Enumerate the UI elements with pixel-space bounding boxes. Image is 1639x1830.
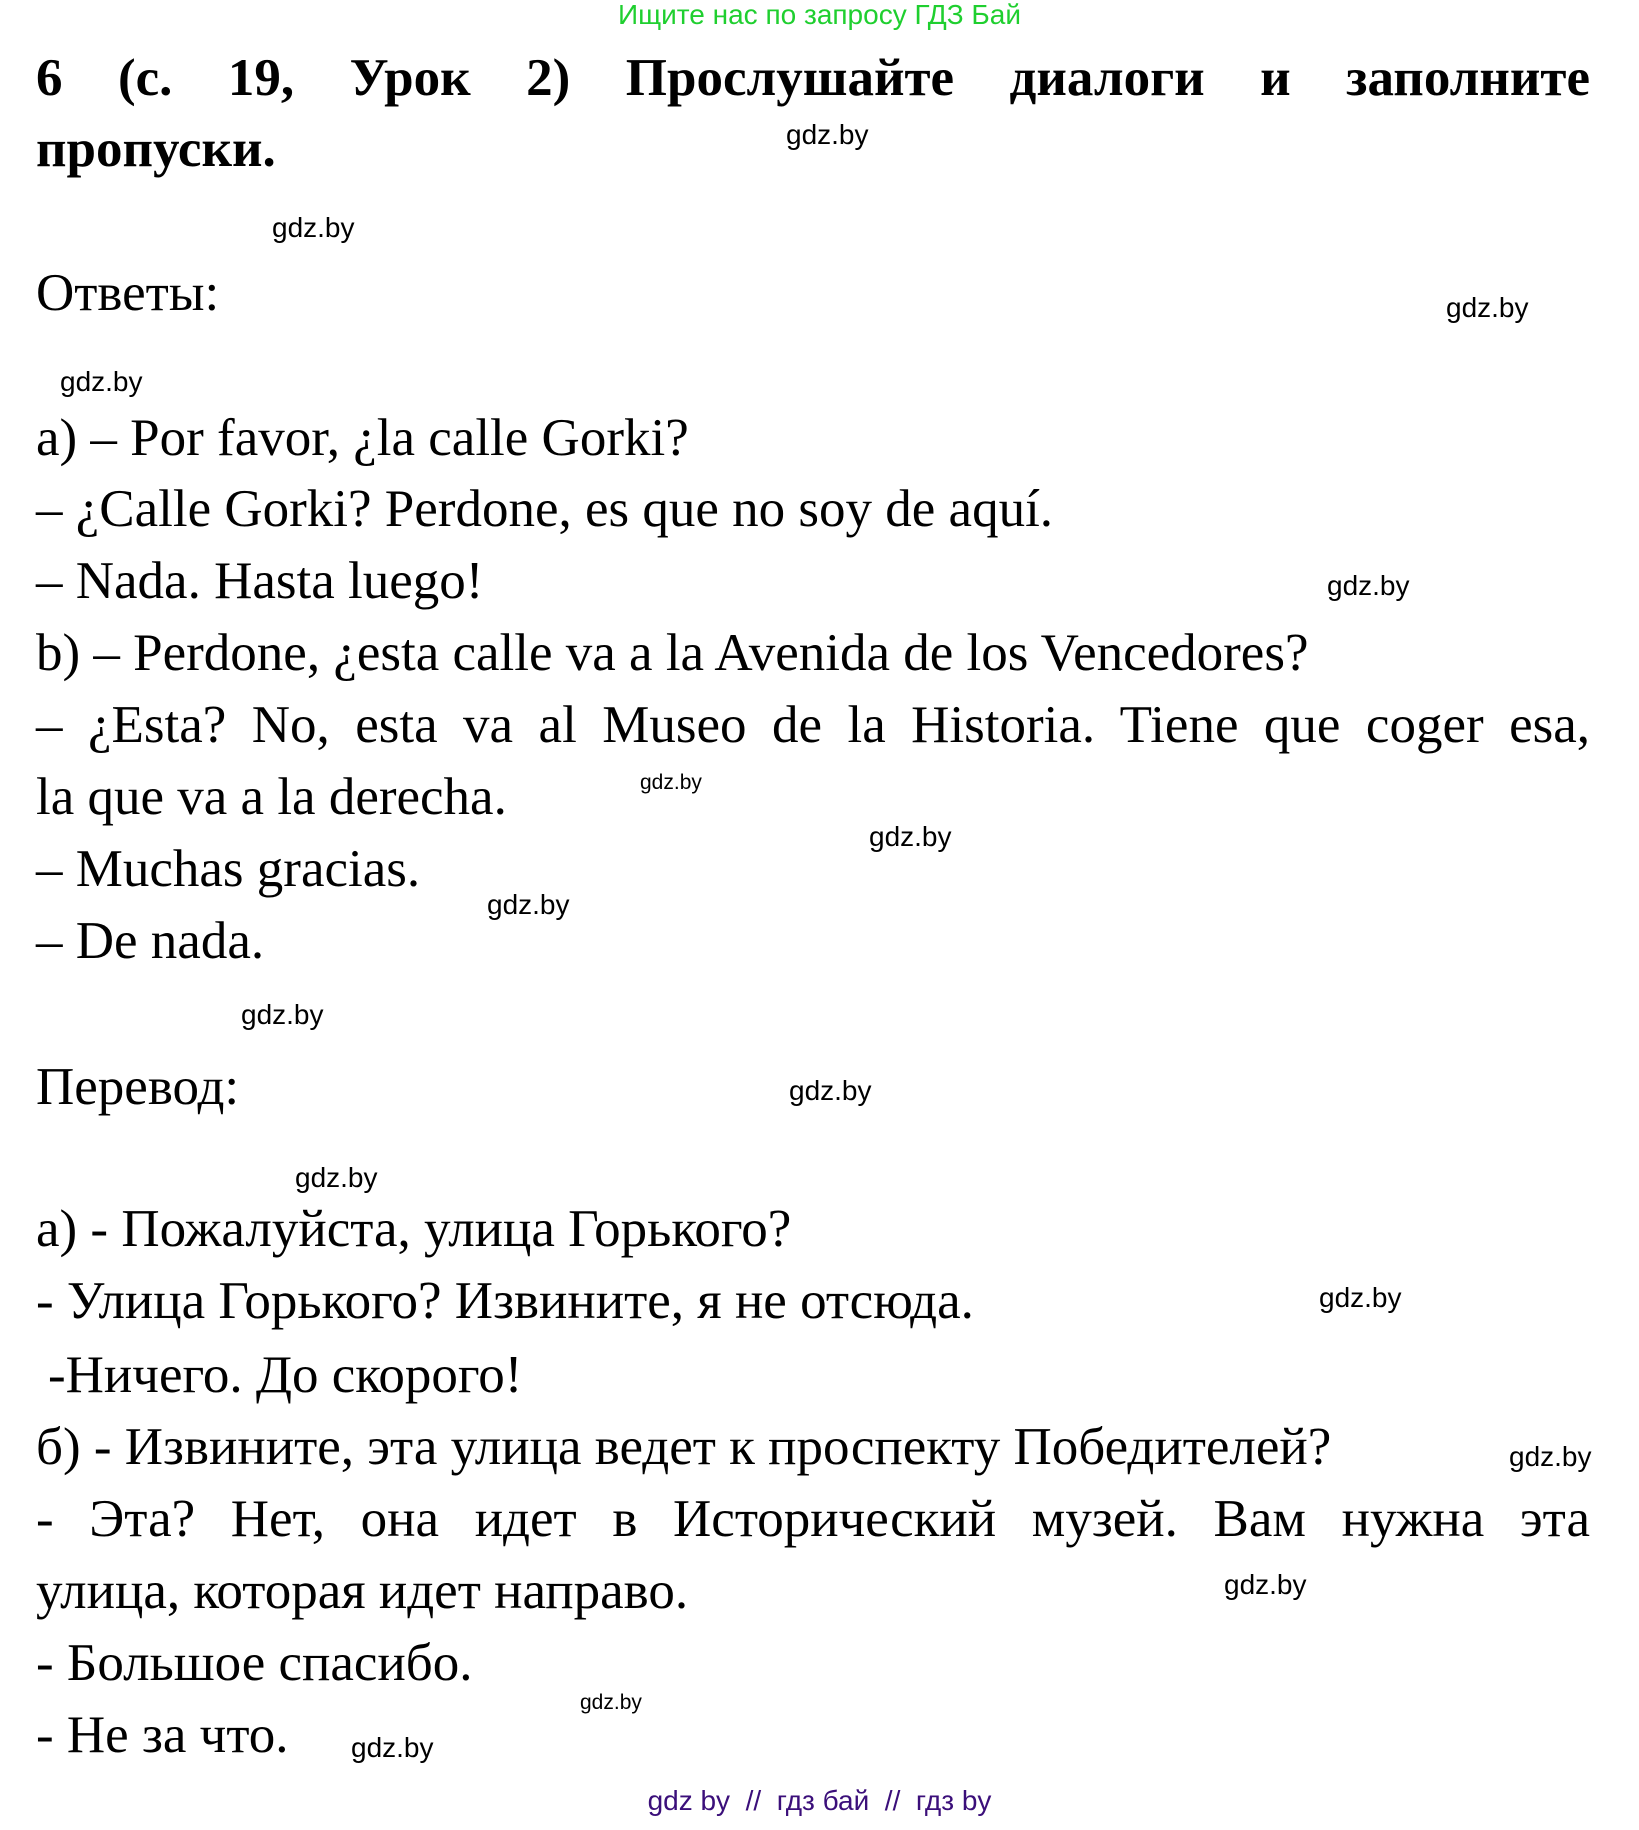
answer-line: – Nada. Hasta luego! (36, 552, 484, 610)
translation-line: -Ничего. До скорого! (48, 1346, 523, 1404)
answer-line: b) – Perdone, ¿esta calle va a la Avenida de los Vencedores? (36, 624, 1309, 682)
translation-line: - Не за что. (36, 1706, 289, 1764)
watermark: gdz.by (1327, 570, 1410, 601)
exercise-title-line-1: 6 (с. 19, Урок 2) Прослушайте диалоги и заполните (36, 49, 1590, 107)
answer-line: la que va a la derecha. (36, 768, 507, 826)
watermark: gdz.by (1509, 1441, 1592, 1472)
watermark: gdz.by (1446, 292, 1529, 323)
exercise-title-line-2: пропуски. (36, 120, 276, 178)
answer-line: – Muchas gracias. (36, 840, 421, 898)
watermark: gdz.by (580, 1691, 642, 1714)
watermark: gdz.by (272, 212, 355, 243)
search-banner: Ищите нас по запросу ГДЗ Бай (617, 0, 1022, 30)
watermark: gdz.by (1319, 1282, 1402, 1313)
translation-line: б) - Извините, эта улица ведет к проспекту Победителей? (36, 1418, 1332, 1476)
answer-line: – De nada. (36, 912, 265, 970)
watermark: gdz.by (869, 821, 952, 852)
watermark: gdz.by (60, 366, 143, 397)
translation-line: - Улица Горького? Извините, я не отсюда. (36, 1272, 974, 1330)
answers-heading: Ответы: (36, 264, 220, 322)
watermark: gdz.by (640, 771, 702, 794)
watermark: gdz.by (487, 889, 570, 920)
watermark: gdz.by (241, 999, 324, 1030)
watermark: gdz.by (295, 1162, 378, 1193)
translation-line: - Большое спасибо. (36, 1634, 473, 1692)
watermark: gdz.by (789, 1075, 872, 1106)
translation-line: а) - Пожалуйста, улица Горького? (36, 1200, 792, 1258)
translation-heading: Перевод: (36, 1058, 240, 1116)
watermark: gdz.by (1224, 1569, 1307, 1600)
watermark: gdz.by (786, 119, 869, 150)
answer-line: – ¿Calle Gorki? Perdone, es que no soy de aquí. (36, 480, 1054, 538)
footer-links: gdz by // гдз бай // гдз by (647, 1785, 992, 1816)
translation-line: - Эта? Нет, она идет в Исторический музей. Вам нужна эта (36, 1490, 1590, 1548)
translation-line: улица, которая идет направо. (36, 1562, 689, 1620)
answer-line: – ¿Esta? No, esta va al Museo de la Historia. Tiene que coger esa, (36, 696, 1590, 754)
answer-line: a) – Por favor, ¿la calle Gorki? (36, 409, 689, 467)
watermark: gdz.by (351, 1732, 434, 1763)
